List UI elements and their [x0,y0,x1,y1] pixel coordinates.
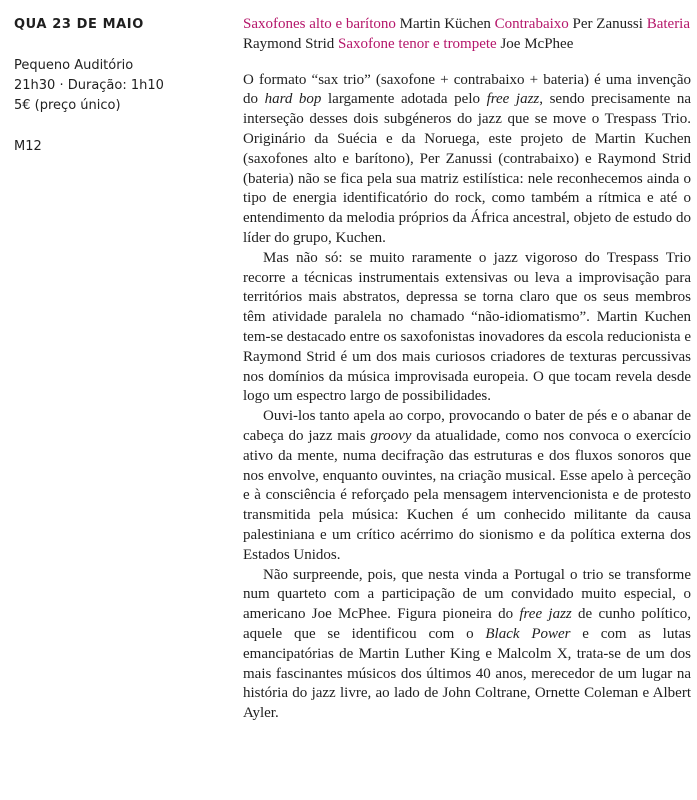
article-body [243,71,691,724]
event-time-duration: 21h30 · Duração: 1h10 [14,78,164,93]
event-info [14,15,214,157]
credit-role: Contrabaixo [494,16,569,32]
text-run: Ouvi-los tanto apela ao corpo, provocando o bater de pés e o abanar de cabeça do jazz mais [243,408,691,444]
text-run: da atualidade, como nos convoca o exercício ativo da mente, numa decifração das estruturas e dos fluxos sonoros que nos envolve, enquanto ouvintes, na criação musical. Esse apelo à perceção e à consciência é reforçado pela mensagem intervencionista e de protesto transmitida pela música: Kuchen é um conhecido militante da causa palestiniana e um crítico acérrimo do sionismo e da política externa dos Estados Unidos. [243,427,692,563]
text-run: Não surpreende, pois, que nesta vinda a Portugal o trio se transforme num quarteto com a participação de um convidado muito especial, o americano Joe McPhee. Figura pioneira do [243,566,691,623]
event-date: QUA 23 DE MAIO [14,17,144,32]
text-run: e com as lutas emancipatórias de Martin Luther King e Malcolm X, trata-se de um dos mais fascinantes músicos dos últimos 40 anos, merecedor de um lugar na história do jazz livre, ao lado de John Coltrane, Ornette Coleman e Albert Ayler. [243,625,691,722]
article [243,15,691,724]
emphasis-term: Black Power [485,625,571,642]
event-price: 5€ (preço único) [14,98,121,113]
text-run: Mas não só: se muito raramente o jazz vigoroso do Trespass Trio recorre a técnicas instrumentais extensivas ou leva a improvisação para territórios mais abstratos, depressa se torna claro que os seus membros têm atividade paralela no chamado “não-idiomatismo”. Martin Kuchen tem-se destacado entre os saxofonistas inovadores da escola reducionista e Raymond Strid é um dos mais curiosos criadores de texturas percussivas nos domínios da música improvisada europeia. O que tocam revela desde logo um espectro largo de possibilidades. [243,249,691,405]
event-venue: Pequeno Auditório [14,58,134,73]
emphasis-term: free jazz [486,91,540,108]
credit-performer: Joe McPhee [500,35,574,52]
text-run: O formato “sax trio” (saxofone + contrabaixo + bateria) é uma invenção do [243,71,691,108]
text-run: largamente adotada pelo [321,91,487,108]
credit-role: Saxofone tenor e trompete [338,35,497,52]
credits-list [243,15,691,55]
emphasis-term: free jazz [519,606,572,623]
paragraph [243,566,691,724]
emphasis-term: groovy [370,427,412,444]
credit-performer: Martin Küchen [399,16,491,32]
credit-performer: Raymond Strid [243,35,335,52]
paragraph [243,249,691,407]
age-rating: M12 [14,139,42,154]
credit-performer: Per Zanussi [572,16,643,32]
emphasis-term: hard bop [264,91,322,108]
credit-role: Bateria [646,16,691,32]
paragraph [243,71,691,249]
text-run: de cunho político, aquele que se identificou com o [243,606,691,642]
paragraph [243,407,691,565]
credit-role: Saxofones alto e barítono [243,16,396,32]
text-run: , sendo precisamente na interseção desses dois subgéneros do jazz que se move o Trespass Trio. Originário da Suécia e da Noruega, este projeto de Martin Kuchen (saxofones alto e barítono), Per Zanussi (contrabaixo) e Raymond Strid (bateria) não se fica pela sua matriz estilística: nele reconhecemos ainda o tipo de energia identificatório do rock, como também a rítmica e até o entendimento da melodia próprios da África ancestral, objeto de estudo do líder do grupo, Kuchen. [243,91,692,246]
